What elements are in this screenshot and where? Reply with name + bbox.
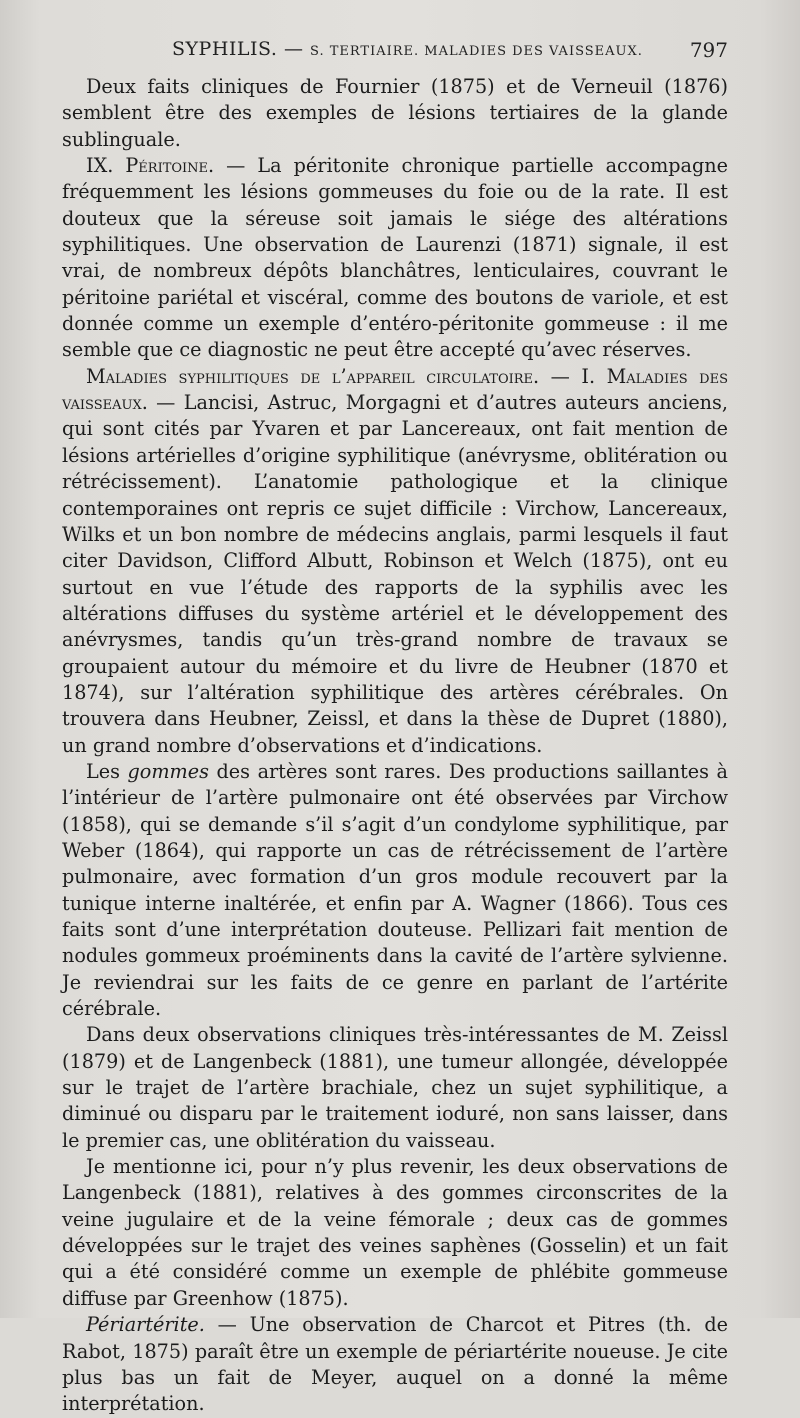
paragraph-text: — La péritonite chronique partielle accompagne fréquemment les lésions gommeuses du foie ou de la rate. Il est douteux que la séreuse soit jamais le siége des altérations syphilitiques. Une observation de Laurenzi (1871) signale, il est vrai, de nombreux dépôts blanchâtres, lenticulaires, couvrant le péritoine pariétal et viscéral, comme des boutons de variole, et est donnée comme un exemple d’entéro-péritonite gommeuse : il me semble que ce diagnostic ne peut être accepté qu’avec réserves. (62, 154, 728, 362)
body-text (62, 74, 728, 1418)
italic-heading-periarterite: Périartérite. (86, 1313, 205, 1337)
running-title-main: SYPHILIS. — (172, 38, 310, 60)
paragraph-text: Dans deux observations cliniques très-intéressantes de M. Zeissl (1879) et de Langenbeck (1881), une tumeur allongée, développée sur le trajet de l’artère brachiale, chez un sujet syphilitique, a diminué ou disparu par le traitement ioduré, non sans laisser, dans le premier cas, une oblitération du vaisseau. (62, 1023, 728, 1152)
paragraph-text-start: Les (86, 759, 128, 783)
paragraph-text: — Lancisi, Astruc, Morgagni et d’autres auteurs anciens, qui sont cités par Yvaren et par Lancereaux, ont fait mention de lésions artérielles d’origine syphilitique (anévrysme, oblitération ou rétrécissement). L’anatomie pathologique et la clinique contemporaines ont repris ce sujet difficile : Virchow, Lancereaux, Wilks et un bon nombre de médecins anglais, parmi lesquels il faut citer Davidson, Clifford Albutt, Robinson et Welch (1875), ont eu surtout en vue l’étude des rapports de la syphilis avec les altérations diffuses du système artériel et le développement des anévrysmes, tandis qu’un très-grand nombre de travaux se groupaient autour du mémoire et du livre de Heubner (1870 et 1874), sur l’altération syphilitique des artères cérébrales. On trouvera dans Heubner, Zeissl, et dans la thèse de Dupret (1880), un grand nombre d’observations et d’indications. (62, 391, 728, 757)
paragraph-gommes (62, 759, 728, 1022)
running-header (60, 38, 728, 68)
running-title (172, 38, 643, 60)
running-title-section: S. TERTIAIRE. MALADIES DES VAISSEAUX. (310, 44, 643, 59)
paragraph-sublinguale (62, 74, 728, 153)
paragraph-zeissl (62, 1022, 728, 1154)
paragraph-peritoine (62, 153, 728, 364)
paragraph-text: Je mentionne ici, pour n’y plus revenir, les deux observations de Langenbeck (1881), relatives à des gommes circonscrites de la veine jugulaire et de la veine fémorale ; deux cas de gommes développées sur le trajet des veines saphènes (Gosselin) et un fait qui a été considéré comme un exemple de phlébite gommeuse diffuse par Greenhow (1875). (62, 1155, 728, 1310)
paragraph-langenbeck (62, 1154, 728, 1312)
paragraph-text: — Une observation de Charcot et Pitres (th. de Rabot, 1875) paraît être un exemple de périartérite noueuse. Je cite plus bas un fait de Meyer, auquel on a donné la même interprétation. (62, 1313, 728, 1416)
paragraph-text: Deux faits cliniques de Fournier (1875) et de Verneuil (1876) semblent être des exemples de lésions tertiaires de la glande sublinguale. (62, 75, 728, 151)
section-heading-vaisseaux: Maladies syphilitiques de l’appareil circulatoire. — I. Maladies des vaisseaux. (62, 364, 728, 415)
paragraph-text: des artères sont rares. Des productions saillantes à l’intérieur de l’artère pulmonaire ont été observées par Virchow (1858), qui se demande s’il s’agit d’un condylome syphilitique, par Weber (1864), qui rapporte un cas de rétrécissement de l’artère pulmonaire, avec formation d’un gros module recouvert par la tunique interne inaltérée, et enfin par A. Wagner (1866). Tous ces faits sont d’une interprétation douteuse. Pellizari fait mention de nodules gommeux proéminents dans la cavité de l’artère sylvienne. Je reviendrai sur les faits de ce genre en parlant de l’artérite cérébrale. (62, 759, 728, 1021)
paragraph-periarterite (62, 1312, 728, 1417)
section-heading-peritoine: IX. Péritoine. (86, 154, 215, 178)
page-number: 797 (689, 38, 728, 62)
paragraph-appareil-circulatoire (62, 364, 728, 759)
italic-term-gommes: gommes (127, 759, 209, 783)
